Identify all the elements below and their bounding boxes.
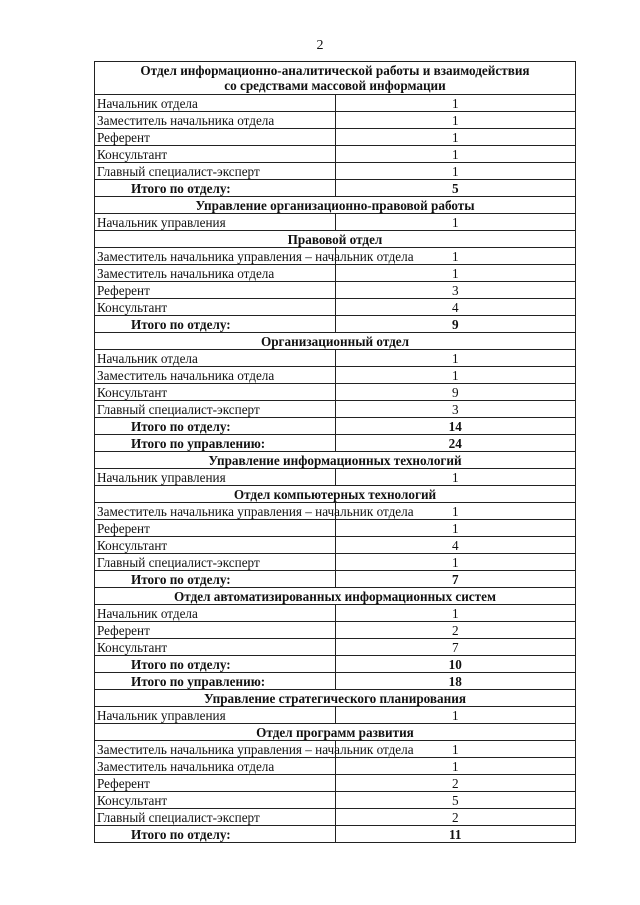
position-row	[95, 163, 576, 180]
section-header-row	[95, 333, 576, 350]
position-title: Заместитель начальника отдела	[95, 758, 336, 775]
position-title: Главный специалист-эксперт	[95, 401, 336, 418]
position-title: Заместитель начальника отдела	[95, 112, 336, 129]
total-count: 5	[335, 180, 576, 197]
total-row	[95, 418, 576, 435]
position-count: 1	[335, 707, 576, 724]
position-count: 1	[335, 554, 576, 571]
section-header-row	[95, 486, 576, 503]
position-title: Консультант	[95, 792, 336, 809]
position-title: Главный специалист-эксперт	[95, 809, 336, 826]
total-label: Итого по отделу:	[95, 418, 336, 435]
position-row	[95, 792, 576, 809]
position-row	[95, 520, 576, 537]
section-title-line: со средствами массовой информации	[224, 78, 446, 93]
position-count: 1	[335, 146, 576, 163]
total-row	[95, 180, 576, 197]
position-row	[95, 146, 576, 163]
position-title: Заместитель начальника отдела	[95, 265, 336, 282]
position-count: 1	[335, 605, 576, 622]
section-title-line: Правовой отдел	[287, 231, 383, 247]
position-title: Консультант	[95, 639, 336, 656]
position-count: 3	[335, 282, 576, 299]
position-title: Начальник отдела	[95, 605, 336, 622]
position-title: Консультант	[95, 146, 336, 163]
section-title-line: Отдел автоматизированных информационных систем	[174, 588, 496, 604]
total-label: Итого по отделу:	[95, 656, 336, 673]
position-count: 2	[335, 775, 576, 792]
position-count: 1	[335, 265, 576, 282]
position-row	[95, 367, 576, 384]
section-title	[95, 486, 576, 503]
section-title	[95, 690, 576, 707]
section-header-row	[95, 690, 576, 707]
position-title: Начальник отдела	[95, 95, 336, 112]
position-row	[95, 554, 576, 571]
position-row	[95, 350, 576, 367]
section-title-line: Управление стратегического планирования	[204, 690, 466, 706]
position-title: Заместитель начальника управления – начальник отдела	[95, 741, 336, 758]
position-count: 4	[335, 299, 576, 316]
section-title-line: Отдел информационно-аналитической работы и взаимодействия	[140, 63, 530, 78]
section-title	[95, 452, 576, 469]
staff-table-body	[95, 62, 576, 843]
section-title	[95, 333, 576, 350]
position-count: 1	[335, 95, 576, 112]
section-title-line: Управление организационно-правовой работы	[195, 197, 475, 213]
section-title	[95, 62, 576, 95]
position-row	[95, 809, 576, 826]
total-count: 14	[335, 418, 576, 435]
total-count: 11	[335, 826, 576, 843]
section-header-row	[95, 588, 576, 605]
section-title-line: Управление информационных технологий	[208, 452, 462, 468]
position-title: Заместитель начальника управления – начальник отдела	[95, 248, 336, 265]
section-title	[95, 231, 576, 248]
position-row	[95, 129, 576, 146]
position-count: 2	[335, 622, 576, 639]
total-label: Итого по отделу:	[95, 826, 336, 843]
total-count: 18	[335, 673, 576, 690]
position-count: 1	[335, 758, 576, 775]
position-count: 1	[335, 469, 576, 486]
position-count: 9	[335, 384, 576, 401]
position-row	[95, 503, 576, 520]
position-title: Заместитель начальника отдела	[95, 367, 336, 384]
position-row	[95, 282, 576, 299]
position-row	[95, 758, 576, 775]
position-row	[95, 622, 576, 639]
position-count: 2	[335, 809, 576, 826]
position-row	[95, 299, 576, 316]
position-title: Заместитель начальника управления – начальник отдела	[95, 503, 336, 520]
total-label: Итого по управлению:	[95, 673, 336, 690]
position-count: 3	[335, 401, 576, 418]
total-count: 10	[335, 656, 576, 673]
position-title: Консультант	[95, 299, 336, 316]
position-count: 1	[335, 741, 576, 758]
total-count: 9	[335, 316, 576, 333]
total-row	[95, 656, 576, 673]
position-row	[95, 537, 576, 554]
position-title: Консультант	[95, 384, 336, 401]
position-count: 1	[335, 129, 576, 146]
section-title	[95, 724, 576, 741]
position-row	[95, 265, 576, 282]
position-title: Референт	[95, 129, 336, 146]
total-label: Итого по отделу:	[95, 180, 336, 197]
position-row	[95, 112, 576, 129]
position-row	[95, 741, 576, 758]
total-row	[95, 673, 576, 690]
position-row	[95, 639, 576, 656]
section-title	[95, 588, 576, 605]
position-count: 7	[335, 639, 576, 656]
position-title: Начальник управления	[95, 214, 336, 231]
total-row	[95, 435, 576, 452]
section-title-line: Организационный отдел	[260, 333, 410, 349]
position-title: Референт	[95, 622, 336, 639]
total-label: Итого по управлению:	[95, 435, 336, 452]
section-header-row	[95, 62, 576, 95]
position-row	[95, 469, 576, 486]
total-row	[95, 316, 576, 333]
section-header-row	[95, 452, 576, 469]
position-title: Главный специалист-эксперт	[95, 554, 336, 571]
section-header-row	[95, 231, 576, 248]
total-label: Итого по отделу:	[95, 316, 336, 333]
position-title: Референт	[95, 282, 336, 299]
section-title	[95, 197, 576, 214]
section-title-line: Отдел компьютерных технологий	[233, 486, 437, 502]
position-count: 5	[335, 792, 576, 809]
staff-table	[94, 61, 576, 843]
position-row	[95, 214, 576, 231]
position-count: 1	[335, 112, 576, 129]
total-row	[95, 571, 576, 588]
position-row	[95, 401, 576, 418]
position-count: 1	[335, 520, 576, 537]
total-row	[95, 826, 576, 843]
position-title: Начальник управления	[95, 707, 336, 724]
position-count: 1	[335, 163, 576, 180]
section-title-line: Отдел программ развития	[256, 724, 414, 740]
position-count: 1	[335, 248, 576, 265]
total-count: 24	[335, 435, 576, 452]
page-number: 2	[316, 38, 324, 53]
position-row	[95, 248, 576, 265]
position-row	[95, 384, 576, 401]
position-title: Консультант	[95, 537, 336, 554]
position-count: 1	[335, 367, 576, 384]
position-count: 1	[335, 214, 576, 231]
position-count: 4	[335, 537, 576, 554]
section-header-row	[95, 197, 576, 214]
position-count: 1	[335, 350, 576, 367]
position-title: Начальник управления	[95, 469, 336, 486]
position-row	[95, 707, 576, 724]
position-title: Референт	[95, 775, 336, 792]
position-row	[95, 95, 576, 112]
position-row	[95, 605, 576, 622]
position-count: 1	[335, 503, 576, 520]
position-row	[95, 775, 576, 792]
total-count: 7	[335, 571, 576, 588]
position-title: Референт	[95, 520, 336, 537]
position-title: Главный специалист-эксперт	[95, 163, 336, 180]
total-label: Итого по отделу:	[95, 571, 336, 588]
section-header-row	[95, 724, 576, 741]
position-title: Начальник отдела	[95, 350, 336, 367]
